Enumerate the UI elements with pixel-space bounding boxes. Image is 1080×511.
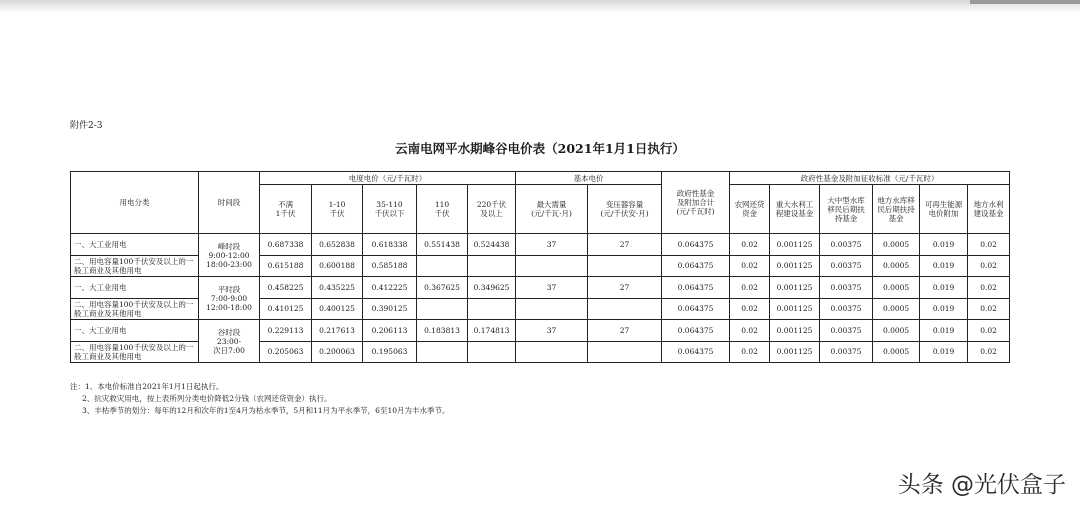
fund-item-cell: 0.0005 [873,277,920,299]
note-line: 2、抗灾救灾用电，按上表所列分类电价降低2分钱（农网还贷资金）执行。 [82,394,332,403]
time-period-header: 时间段 [199,172,260,234]
table-row [71,234,1010,256]
fund-total-cell: 0.064375 [662,255,730,277]
time-period-cell: 平时段 7:00-9:00 12:00-18:00 [199,277,260,320]
fund-item-cell: 0.0005 [873,234,920,256]
fund-col-header: 重大水利工 程建设基金 [770,185,820,234]
fund-item-cell: 0.02 [968,298,1010,320]
fund-item-cell: 0.00375 [820,341,873,363]
fund-total-cell: 0.064375 [662,341,730,363]
page-fold-shadow [0,0,1080,14]
note-line: 注：1、本电价标准自2021年1月1日起执行。 [70,382,224,391]
transformer-capacity-cell [588,298,662,320]
fund-col-header: 地方水库移 民后期扶持 基金 [873,185,920,234]
fund-item-cell: 0.001125 [770,341,820,363]
fund-total-cell: 0.064375 [662,320,730,342]
energy-price-cell [468,341,516,363]
energy-price-cell: 0.524438 [468,234,516,256]
transformer-capacity-cell [588,341,662,363]
max-demand-cell [516,341,588,363]
energy-price-cell: 0.400125 [312,298,363,320]
energy-price-cell: 0.183813 [417,320,468,342]
energy-price-cell: 0.195063 [363,341,417,363]
energy-price-group-header: 电度电价（元/千瓦时） [260,172,516,185]
energy-col-header: 35-110 千伏以下 [363,185,417,234]
fund-item-cell: 0.0005 [873,341,920,363]
energy-price-cell: 0.410125 [260,298,312,320]
tariff-table [70,171,1010,363]
fund-item-cell: 0.001125 [770,277,820,299]
fund-item-cell: 0.00375 [820,298,873,320]
energy-price-cell [468,298,516,320]
page-edge-mark [970,0,1080,4]
max-demand-cell [516,255,588,277]
fund-col-header: 地方水利 建设基金 [968,185,1010,234]
document-title: 云南电网平水期峰谷电价表（2021年1月1日执行） [395,141,685,156]
fund-item-cell: 0.02 [730,255,770,277]
fund-item-cell: 0.019 [920,255,968,277]
fund-item-cell: 0.02 [968,341,1010,363]
fund-item-cell: 0.02 [730,234,770,256]
fund-item-cell: 0.00375 [820,234,873,256]
fund-item-cell: 0.02 [730,277,770,299]
notes-block [70,381,450,417]
energy-price-cell: 0.174813 [468,320,516,342]
energy-price-cell [417,298,468,320]
fund-item-cell: 0.00375 [820,277,873,299]
fund-item-cell: 0.0005 [873,320,920,342]
basic-price-group-header: 基本电价 [516,172,662,185]
energy-price-cell [417,341,468,363]
fund-item-cell: 0.02 [968,255,1010,277]
fund-item-cell: 0.019 [920,298,968,320]
fund-item-cell: 0.0005 [873,255,920,277]
max-demand-cell [516,298,588,320]
energy-col-header: 110 千伏 [417,185,468,234]
energy-col-header: 不满 1千伏 [260,185,312,234]
basic-col-header: 变压器容量 (元/千伏安·月) [588,185,662,234]
energy-col-header: 220千伏 及以上 [468,185,516,234]
tariff-body [71,234,1010,363]
category-cell: 二、用电容量100千伏安及以上的一般工商业及其他用电 [71,298,199,320]
energy-price-cell: 0.687338 [260,234,312,256]
transformer-capacity-cell: 27 [588,320,662,342]
fund-col-header: 可再生能源 电价附加 [920,185,968,234]
energy-price-cell: 0.618338 [363,234,417,256]
fund-item-cell: 0.019 [920,320,968,342]
table-row [71,277,1010,299]
energy-price-cell: 0.585188 [363,255,417,277]
energy-price-cell: 0.206113 [363,320,417,342]
fund-item-cell: 0.001125 [770,298,820,320]
fund-item-cell: 0.02 [730,341,770,363]
energy-price-cell: 0.652838 [312,234,363,256]
max-demand-cell: 37 [516,277,588,299]
energy-price-cell: 0.600188 [312,255,363,277]
energy-price-cell: 0.551438 [417,234,468,256]
basic-col-header: 最大需量 (元/千瓦·月) [516,185,588,234]
fund-item-cell: 0.019 [920,277,968,299]
fund-group-header: 政府性基金及附加征收标准（元/千瓦时） [730,172,1010,185]
fund-total-cell: 0.064375 [662,234,730,256]
fund-item-cell: 0.02 [968,320,1010,342]
fund-total-cell: 0.064375 [662,298,730,320]
time-period-cell: 峰时段 9:00-12:00 18:00-23:00 [199,234,260,277]
energy-price-cell: 0.412225 [363,277,417,299]
energy-price-cell: 0.229113 [260,320,312,342]
watermark: 头条 @光伏盒子 [897,472,1066,498]
energy-price-cell: 0.435225 [312,277,363,299]
fund-item-cell: 0.001125 [770,320,820,342]
fund-item-cell: 0.0005 [873,298,920,320]
fund-item-cell: 0.00375 [820,320,873,342]
category-cell: 一、大工业用电 [71,234,199,256]
max-demand-cell: 37 [516,234,588,256]
energy-price-cell: 0.458225 [260,277,312,299]
table-row [71,320,1010,342]
fund-item-cell: 0.00375 [820,255,873,277]
fund-item-cell: 0.001125 [770,255,820,277]
note-line: 3、丰枯季节的划分：每年的12月和次年的1至4月为枯水季节，5月和11月为平水季节，6至10月为丰水季节。 [82,406,450,415]
fund-item-cell: 0.019 [920,341,968,363]
energy-price-cell [417,255,468,277]
energy-price-cell: 0.349625 [468,277,516,299]
transformer-capacity-cell [588,255,662,277]
max-demand-cell: 37 [516,320,588,342]
fund-item-cell: 0.02 [730,320,770,342]
category-cell: 二、用电容量100千伏安及以上的一般工商业及其他用电 [71,341,199,363]
fund-item-cell: 0.02 [730,298,770,320]
energy-col-header: 1-10 千伏 [312,185,363,234]
fund-item-cell: 0.02 [968,234,1010,256]
category-cell: 一、大工业用电 [71,320,199,342]
energy-price-cell: 0.217613 [312,320,363,342]
attachment-label: 附件2-3 [70,121,103,131]
category-cell: 一、大工业用电 [71,277,199,299]
category-cell: 二、用电容量100千伏安及以上的一般工商业及其他用电 [71,255,199,277]
fund-total-header: 政府性基金 及附加合计 (元/千瓦时) [662,172,730,234]
transformer-capacity-cell: 27 [588,234,662,256]
energy-price-cell: 0.205063 [260,341,312,363]
energy-price-cell: 0.390125 [363,298,417,320]
energy-price-cell: 0.615188 [260,255,312,277]
transformer-capacity-cell: 27 [588,277,662,299]
fund-col-header: 大中型水库 移民后期扶 持基金 [820,185,873,234]
category-header: 用电分类 [71,172,199,234]
energy-price-cell [468,255,516,277]
energy-price-cell: 0.367625 [417,277,468,299]
fund-item-cell: 0.001125 [770,234,820,256]
fund-col-header: 农网还贷 资金 [730,185,770,234]
fund-item-cell: 0.02 [968,277,1010,299]
time-period-cell: 谷时段 23:00- 次日7:00 [199,320,260,363]
fund-item-cell: 0.019 [920,234,968,256]
energy-price-cell: 0.200063 [312,341,363,363]
fund-total-cell: 0.064375 [662,277,730,299]
